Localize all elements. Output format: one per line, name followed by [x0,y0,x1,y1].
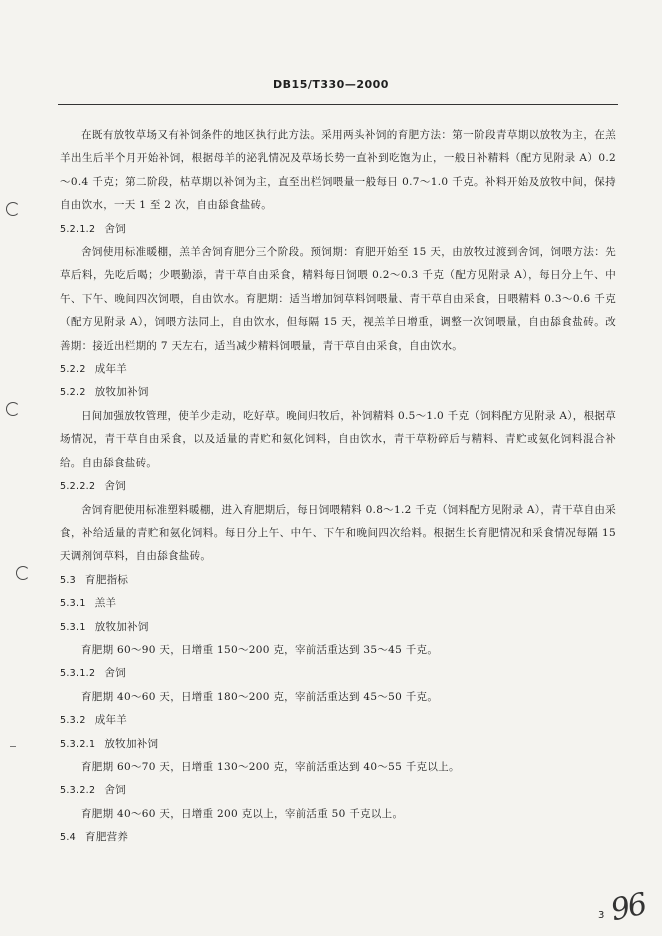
section-number: 5.2.1.2 [60,223,96,235]
paragraph: 育肥期 60～70 天，日增重 130～200 克，宰前活重达到 40～55 千克以上。 [81,760,460,773]
scan-mark [10,746,16,747]
section-heading [60,616,616,639]
section-title: 舍饲 [104,480,126,493]
section-title: 羔羊 [94,597,117,610]
document-code-header: DB15/T330—2000 [273,78,389,91]
section-title: 放牧加补饲 [104,737,159,750]
section-heading [60,475,616,498]
paragraph: 舍饲使用标准暖棚，羔羊舍饲育肥分三个阶段。预饲期：育肥开始至 15 天，由放牧过渡到舍饲，饲喂方法：先草后料，先吃后喝；少喂勤添，青干草自由采食，精料每日饲喂 0.2～0.3 千克（配方见附录 A），每日分上午、中午、下午、晚间四次饲喂，自由饮水。育肥期：适当增加饲草料饲喂量、青干草自由采食，日喂精料 0.3～0.6 千克（配方见附录 A），饲喂方法同上，自由饮水，但每隔 15 天，视羔羊日增重，调整一次饲喂量，自由舔食盐砖。改善期：接近出栏期的 7 天左右，适当减少精料饲喂量，青干草自由采食，自由饮水。 [60,246,616,352]
section-number: 5.3 [60,574,77,586]
section-title: 放牧加补饲 [94,620,149,633]
section-heading [60,779,616,802]
header-rule [58,104,618,105]
section-title: 舍饲 [104,667,126,680]
section-heading [60,733,616,756]
section-title: 育肥营养 [85,831,129,844]
paragraph: 育肥期 40～60 天，日增重 180～200 克，宰前活重达到 45～50 千克。 [81,690,439,703]
section-heading [60,218,616,241]
paragraph: 在既有放牧草场又有补饲条件的地区执行此方法。采用两头补饲的育肥方法：第一阶段青草期以放牧为主，在羔羊出生后半个月开始补饲，根据母羊的泌乳情况及草场长势一直补到吃饱为止，一般日补精料（配方见附录 A）0.2～0.4 千克；第二阶段，枯草期以补饲为主，直至出栏饲喂量一般每日 0.7～1.0 千克。补料开始及放牧中间，保持自由饮水，一天 1 至 2 次，自由舔食盐砖。 [60,129,616,212]
section-number: 5.3.1 [60,621,86,633]
section-title: 舍饲 [104,784,126,797]
paragraph: 舍饲育肥使用标准塑料暖棚，进入育肥期后，每日饲喂精料 0.8～1.2 千克（饲料配方见附录 A），青干草自由采食，补给适量的青贮和氨化饲料。每日分上午、中午、下午和晚间四次给料。根据生长育肥情况和采食情况每隔 15 天调剂饲草料，自由舔食盐砖。 [60,503,616,563]
section-title: 成年羊 [94,714,128,727]
section-number: 5.3.1.2 [60,668,96,680]
section-heading [60,569,616,592]
section-title: 成年羊 [94,363,128,376]
section-number: 5.2.2.2 [60,481,96,493]
binding-hole-icon [6,202,20,216]
section-number: 5.2.2 [60,387,86,399]
section-heading [60,662,616,685]
section-number: 5.4 [60,832,77,844]
section-heading [60,826,616,849]
paragraph: 日间加强放牧管理，使羊少走动，吃好草。晚间归牧后，补饲精料 0.5～1.0 千克（饲料配方见附录 A），根据草场情况，青干草自由采食，以及适量的青贮和氨化饲料，自由饮水，青干草粉碎后与精料、青贮或氨化饲料混合补给。自由舔食盐砖。 [60,409,616,469]
section-heading [60,358,616,381]
paragraph: 育肥期 40～60 天，日增重 200 克以上，宰前活重 50 千克以上。 [81,807,404,820]
section-heading [60,709,616,732]
paragraph: 育肥期 60～90 天，日增重 150～200 克，宰前活重达到 35～45 千克。 [81,643,439,656]
section-title: 放牧加补饲 [94,386,149,399]
handwritten-page-number: 96 [607,886,649,929]
section-number: 5.3.2.1 [60,738,96,750]
section-heading [60,592,616,615]
section-title: 舍饲 [104,222,126,235]
section-number: 5.3.2 [60,715,86,727]
section-title: 育肥指标 [85,573,129,586]
section-number: 5.3.1 [60,598,86,610]
section-number: 5.3.2.2 [60,785,96,797]
page-number: 3 [598,910,605,921]
binding-hole-icon [6,402,20,416]
section-number: 5.2.2 [60,364,86,376]
document-body [60,124,616,850]
binding-hole-icon [16,566,30,580]
section-heading [60,381,616,404]
